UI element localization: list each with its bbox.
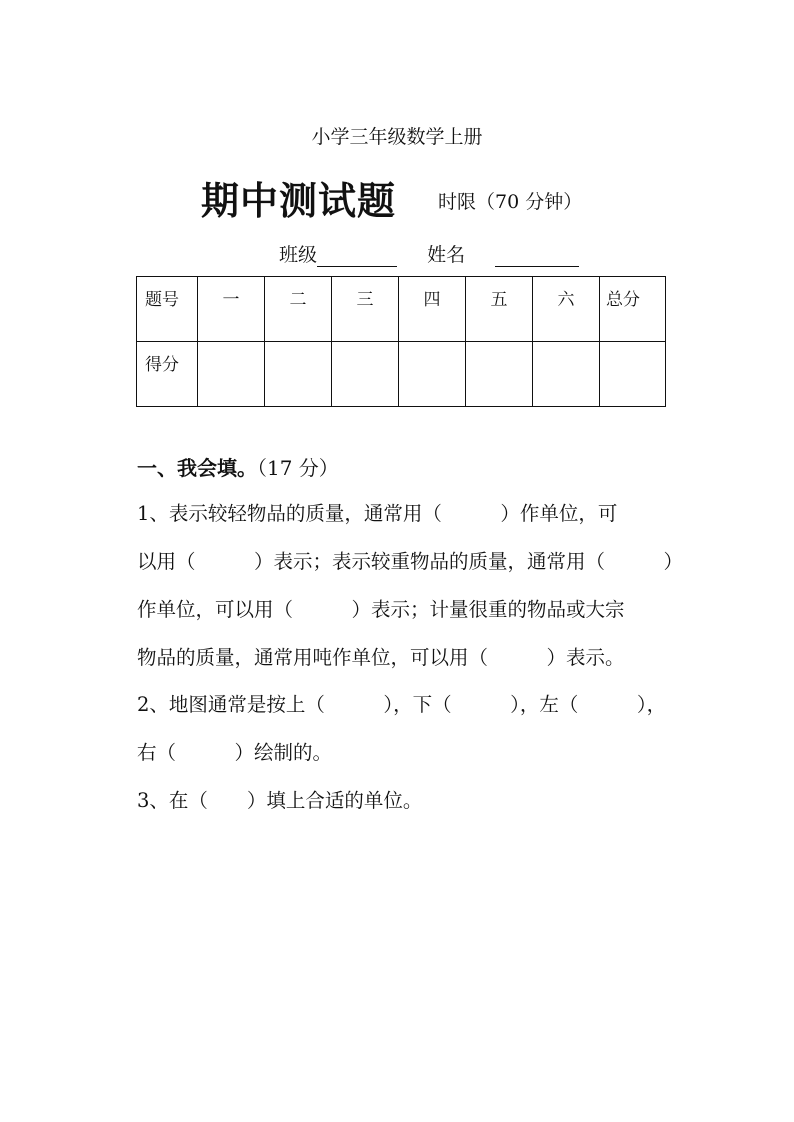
question-line: 1、表示较轻物品的质量，通常用（ ）作单位，可: [137, 502, 618, 525]
question-line: 右（ ）绘制的。: [137, 741, 333, 764]
table-cell: 五: [466, 277, 533, 342]
question-line: 3、在（ ）填上合适的单位。: [137, 789, 423, 812]
table-row-score: [137, 342, 666, 407]
class-blank[interactable]: [317, 246, 397, 267]
name-label: 姓名: [427, 244, 466, 266]
time-limit: 时限（70 分钟）: [438, 191, 583, 213]
section-heading: [137, 452, 339, 481]
table-cell: 总分: [600, 277, 666, 342]
score-cell[interactable]: [265, 342, 332, 407]
table-cell: 四: [399, 277, 466, 342]
score-cell[interactable]: [332, 342, 399, 407]
table-cell: 得分: [137, 342, 198, 407]
section-points: （17 分）: [257, 456, 339, 480]
student-info-line: [279, 240, 579, 267]
score-cell[interactable]: [466, 342, 533, 407]
table-row-header: [137, 277, 666, 342]
score-cell[interactable]: [198, 342, 265, 407]
class-label: 班级: [279, 244, 318, 266]
score-cell[interactable]: [533, 342, 600, 407]
exam-title: 期中测试题: [201, 179, 397, 223]
question-line: 2、地图通常是按上（ ），下（ ），左（ ），: [137, 693, 667, 716]
score-cell[interactable]: [600, 342, 666, 407]
exam-subtitle: 小学三年级数学上册: [311, 126, 483, 148]
table-cell: 三: [332, 277, 399, 342]
table-cell: 二: [265, 277, 332, 342]
section-title: 一、我会填。: [137, 456, 257, 480]
name-blank[interactable]: [495, 246, 579, 267]
question-line: 物品的质量，通常用吨作单位，可以用（ ）表示。: [137, 646, 625, 669]
score-table: [136, 276, 666, 407]
table-cell: 题号: [137, 277, 198, 342]
question-line: 以用（ ）表示；表示较重物品的质量，通常用（ ）: [137, 550, 684, 573]
question-line: 作单位，可以用（ ）表示；计量很重的物品或大宗: [137, 598, 625, 621]
table-cell: 六: [533, 277, 600, 342]
table-cell: 一: [198, 277, 265, 342]
score-cell[interactable]: [399, 342, 466, 407]
